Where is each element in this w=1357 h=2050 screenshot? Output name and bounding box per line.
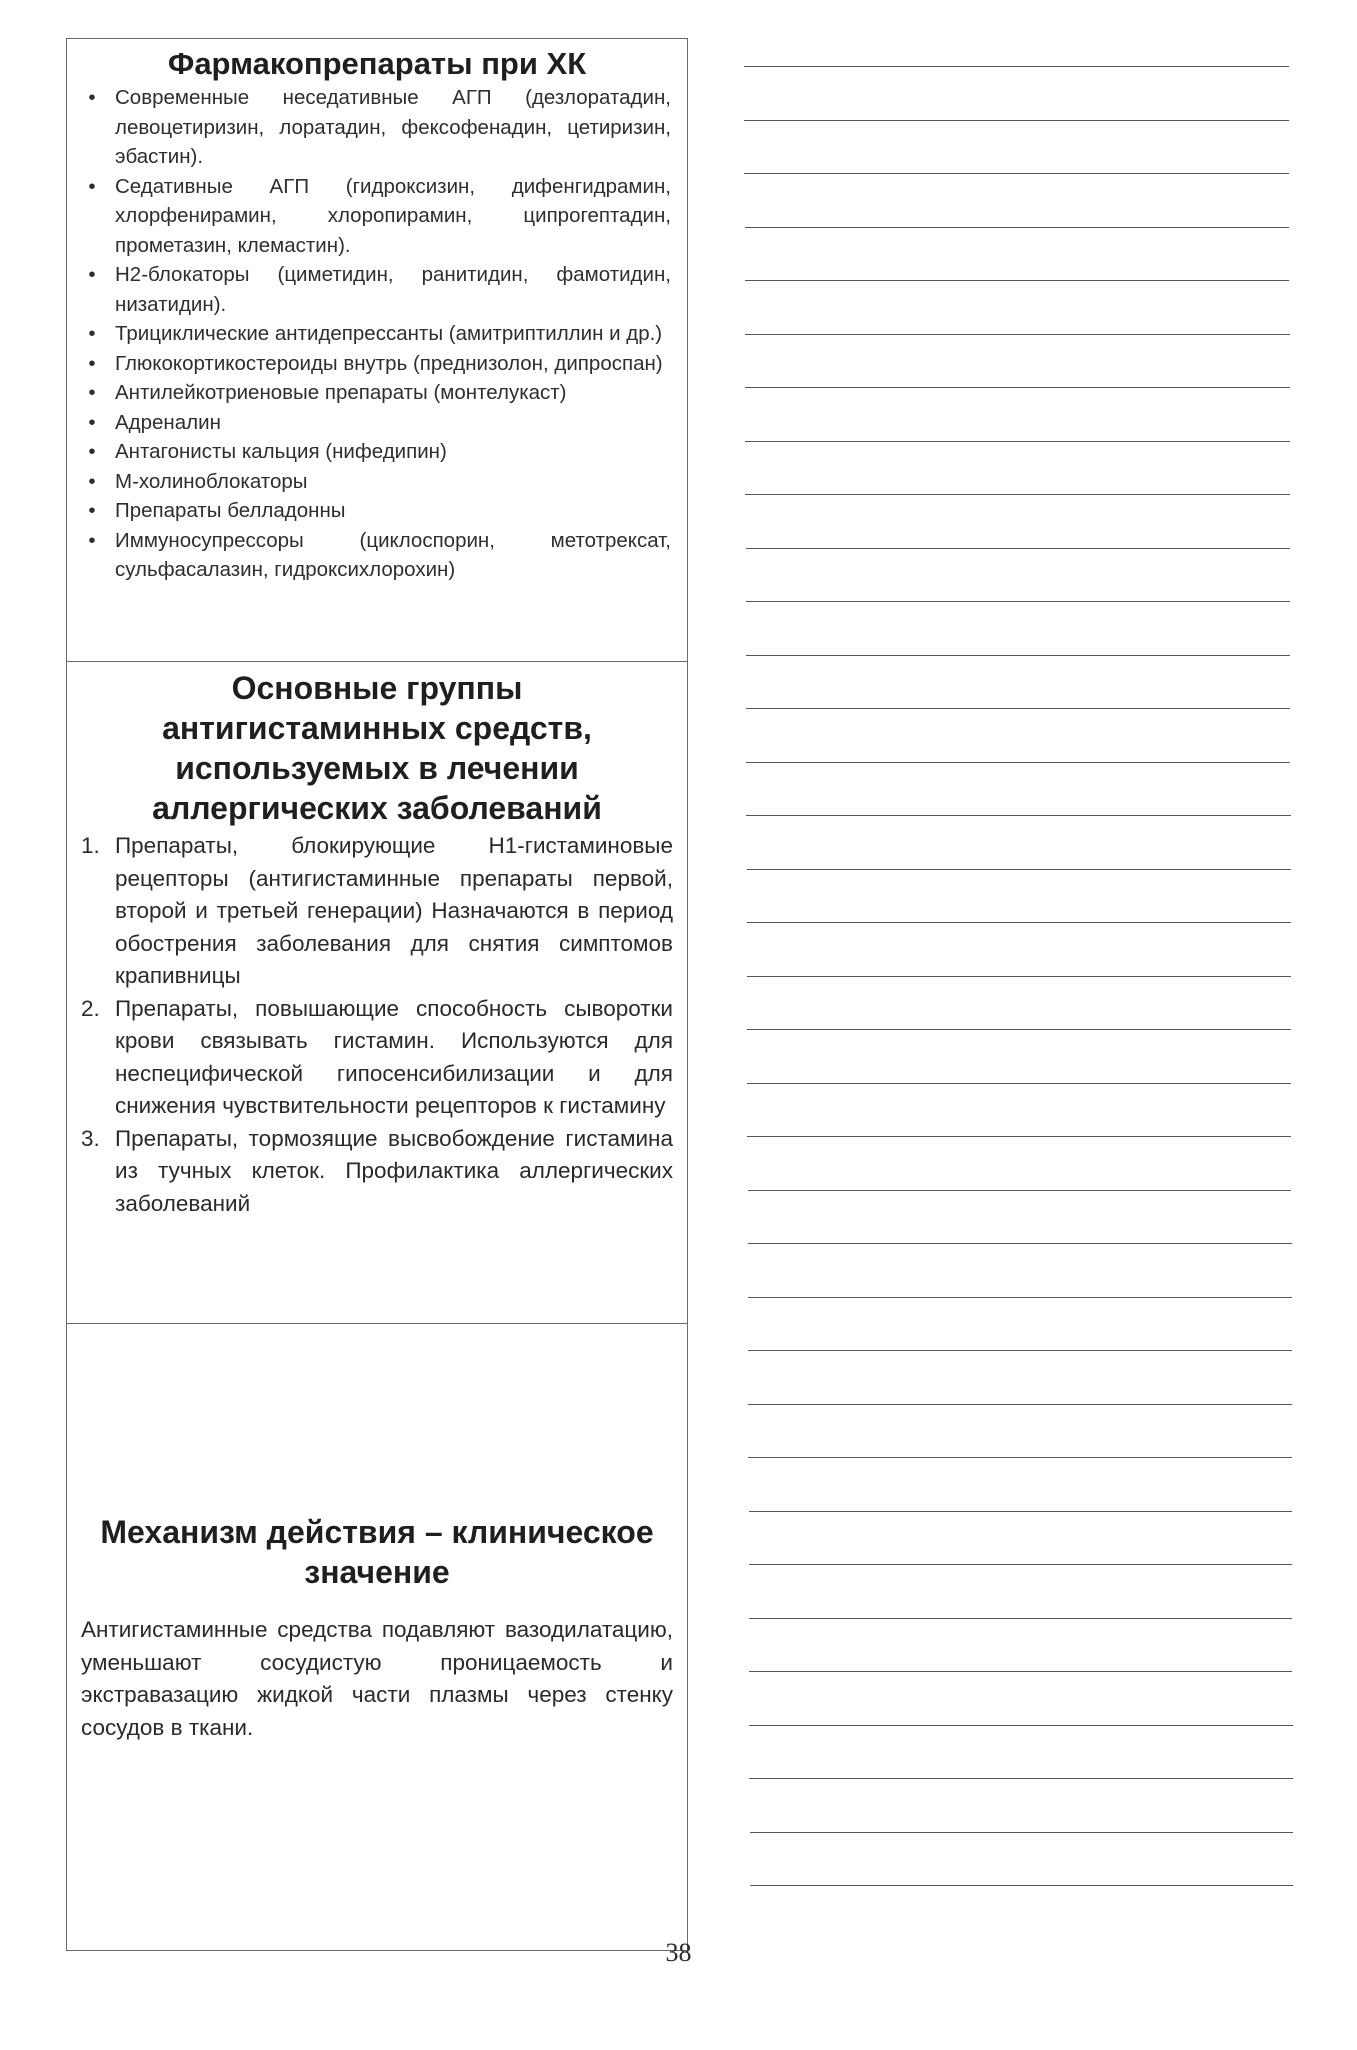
list-number: 1. [81,833,100,858]
note-line [748,1457,1292,1458]
note-line [748,1350,1292,1351]
note-line [749,1778,1292,1779]
pharma-item: • Адреналин [115,408,671,438]
bullet-icon: • [88,528,96,552]
bullet-icon: • [88,469,96,493]
pharma-item: • Иммуносупрессоры (циклоспорин, метотрексат, сульфасалазин, гидроксихлорохин) [115,526,671,585]
note-line [746,762,1290,763]
pharma-item: • Глюкокортикостероиды внутрь (преднизолон, дипроспан) [115,349,671,379]
note-line [748,1243,1292,1244]
note-line [745,280,1290,281]
pharma-item: • М-холиноблокаторы [115,467,671,497]
notes-lines-area [744,30,1296,1910]
mechanism-text: Антигистаминные средства подавляют вазодилатацию, уменьшают сосудистую проницаемость и экстравазацию жидкой части плазмы через стенку сосудов в ткани. [81,1617,673,1740]
note-line [747,922,1291,923]
group-item: 2. Препараты, повышающие способность сыворотки крови связывать гистамин. Используются для неспецифической гипосенсибилизации и для снижения чувствительности рецепторов к гистамину [115,993,673,1123]
note-line [745,441,1290,442]
groups-list [67,828,687,1220]
note-line [747,869,1291,870]
note-line [748,1404,1292,1405]
note-line [745,227,1290,228]
pharma-item: • Препараты белладонны [115,496,671,526]
antihistamine-groups-card [66,661,688,1325]
note-line [749,1564,1292,1565]
note-line [749,1511,1292,1512]
bullet-icon: • [88,322,96,345]
bullet-icon: • [88,410,96,434]
groups-title: Основные группы антигистаминных средств, используемых в лечении аллергических заболеваний [152,670,602,826]
note-line [748,1297,1292,1298]
note-line [747,1136,1291,1137]
note-line [750,1885,1293,1886]
bullet-icon: • [88,174,96,198]
list-number: 2. [81,995,100,1021]
pharma-item: • Антагонисты кальция (нифедипин) [115,437,671,467]
note-line [745,494,1290,495]
note-line [747,976,1291,977]
bullet-icon: • [88,499,96,522]
note-line [747,1029,1291,1030]
bullet-icon: • [88,440,96,463]
group-item: 1. Препараты, блокирующие Н1-гистаминовые рецепторы (антигистаминные препараты первой, второй и третьей генерации) Назначаются в период обострения заболевания для снятия симптомов крапивницы [115,830,673,993]
mechanism-card [66,1323,688,1951]
bullet-icon: • [88,263,96,286]
note-line [749,1671,1292,1672]
note-line [745,334,1290,335]
pharma-title: Фармакопрепараты при ХК [167,46,587,81]
bullet-icon: • [88,381,96,404]
page-number: 38 [665,1938,692,1967]
note-line [747,1083,1291,1084]
pharma-item: • Трициклические антидепрессанты (амитриптиллин и др.) [115,319,671,349]
note-line [744,173,1289,174]
pharma-card [66,38,688,663]
note-line [744,66,1289,67]
pharma-item: • Н2-блокаторы (циметидин, ранитидин, фамотидин, низатидин). [115,260,671,319]
bullet-icon: • [88,86,96,109]
note-line [746,601,1290,602]
pharma-list [67,81,687,585]
note-line [750,1832,1293,1833]
bullet-icon: • [88,351,96,375]
note-line [749,1725,1292,1726]
group-item: 3. Препараты, тормозящие высвобождение гистамина из тучных клеток. Профилактика аллергических заболеваний [115,1123,673,1221]
note-line [744,120,1289,121]
content-column [66,38,690,1912]
note-line [746,815,1290,816]
pharma-item: • Современные неседативные АГП (дезлоратадин, левоцетиризин, лоратадин, фексофенадин, цетиризин, эбастин). [115,83,671,172]
note-line [746,708,1290,709]
note-line [748,1190,1292,1191]
pharma-item: • Седативные АГП (гидроксизин, дифенгидрамин, хлорфенирамин, хлоропирамин, ципрогептадин, прометазин, клемастин). [115,172,671,261]
pharma-item: • Антилейкотриеновые препараты (монтелукаст) [115,378,671,408]
note-line [749,1618,1292,1619]
mechanism-title: Механизм действия – клиническое значение [100,1514,654,1590]
list-number: 3. [81,1125,100,1151]
note-line [745,387,1290,388]
note-line [746,655,1290,656]
note-line [746,548,1290,549]
